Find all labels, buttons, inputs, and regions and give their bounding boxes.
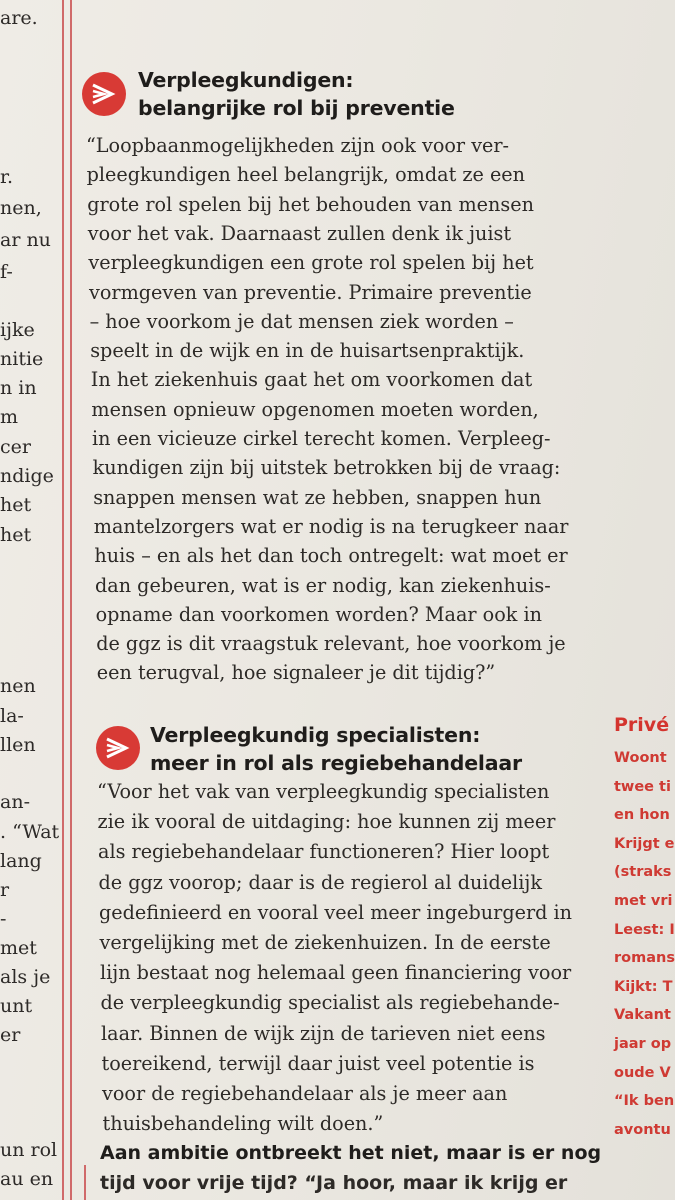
section2-body-line: “Voor het vak van verpleegkundig specialisten	[97, 780, 550, 803]
section1-body-line: voor het vak. Daarnaast zullen denk ik juist	[87, 221, 512, 245]
left-fragment-line: nen,	[0, 197, 42, 219]
section2-heading-line2: meer in rol als regiebehandelaar	[150, 751, 522, 775]
section1-body-line: vormgeven van preventie. Primaire preventie	[89, 280, 532, 304]
left-fragment-line: nen	[0, 675, 36, 697]
left-fragment-line: un rol	[0, 1139, 58, 1161]
left-fragment-line: an-	[0, 791, 30, 813]
section1-body-line: speelt in de wijk en in de huisartsenpraktijk.	[90, 339, 525, 363]
section1-body-line: mensen opnieuw opgenomen moeten worden,	[91, 397, 539, 421]
left-fragment-line: ndige	[0, 465, 54, 487]
column-rule	[84, 1165, 86, 1200]
left-fragment-line: r.	[0, 166, 14, 188]
section2-body-line: de verpleegkundig specialist als regiebehande-	[100, 991, 560, 1015]
section1-body-line: In het ziekenhuis gaat het om voorkomen dat	[90, 368, 533, 392]
left-fragment-line: met	[0, 937, 37, 959]
bottom-cut-line: tijd voor vrije tijd? “Ja hoor, maar ik krijg er	[100, 1172, 568, 1194]
sidebar-title: Privé	[614, 714, 670, 736]
sidebar-line: avontu	[614, 1121, 671, 1138]
sidebar-line: Kijkt: T	[614, 978, 673, 995]
section2-body-line: de ggz voorop; daar is de regierol al duidelijk	[98, 870, 542, 894]
left-fragment-line: nitie	[0, 348, 44, 370]
prive-sidebar	[605, 714, 675, 1154]
section2-heading-line1: Verpleegkundig specialisten:	[150, 723, 481, 747]
left-fragment-line: cer	[0, 436, 31, 458]
double-chevron-right-icon	[96, 726, 140, 770]
sidebar-line: met vri	[614, 893, 673, 909]
section2-body-line: thuisbehandeling wilt doen.”	[102, 1112, 384, 1136]
section2-body-line: toereikend, terwijl daar juist veel potentie is	[101, 1051, 535, 1075]
sidebar-line: Krijgt e	[614, 835, 675, 852]
section1-body-line: grote rol spelen bij het behouden van mensen	[87, 192, 534, 216]
section2-body-line: laar. Binnen de wijk zijn de tarieven niet eens	[101, 1021, 546, 1045]
sidebar-line: “Ik ben	[614, 1093, 675, 1110]
left-fragment-line: au en	[0, 1168, 54, 1190]
left-fragment-line: het	[0, 494, 32, 516]
left-fragment-line: are.	[0, 7, 38, 29]
double-chevron-right-icon	[82, 72, 126, 116]
left-fragment-line: . “Wat	[0, 821, 60, 843]
sidebar-line: jaar op	[614, 1036, 672, 1052]
section1-body-line: huis – en als het dan toch ontregelt: wat moet er	[94, 544, 568, 568]
left-fragment-line: als je	[0, 966, 51, 988]
sidebar-line: Vakant	[614, 1007, 671, 1024]
left-fragment-line: la-	[0, 705, 24, 727]
section2-body-line: vergelijking met de ziekenhuizen. In de eerste	[99, 931, 551, 954]
sidebar-line: romans	[614, 950, 675, 967]
section2-body-line: zie ik vooral de uitdaging: hoe kunnen zij meer	[97, 810, 556, 834]
left-fragment-line: er	[0, 1024, 21, 1046]
left-fragment-line: ijke	[0, 319, 35, 341]
section2-body-line: gedefinieerd en vooral veel meer ingeburgerd in	[99, 900, 573, 924]
section2-body-line: voor de regiebehandelaar als je meer aan	[102, 1082, 508, 1105]
section1-body-line: pleegkundigen heel belangrijk, omdat ze een	[86, 163, 526, 187]
column-rule	[70, 0, 72, 1200]
left-fragment-line: f-	[0, 261, 13, 283]
left-fragment-line: ar nu	[0, 229, 51, 251]
section2-body-line: lijn bestaat nog helemaal geen financiering voor	[100, 961, 572, 985]
section1-body-line: dan gebeuren, wat is er nodig, kan ziekenhuis-	[95, 573, 551, 597]
column-rule	[62, 0, 64, 1200]
left-fragment-line: r	[0, 879, 10, 901]
section1-body-line: in een vicieuze cirkel terecht komen. Verpleeg-	[92, 427, 551, 450]
section1-body-line: “Loopbaanmogelijkheden zijn ook voor ver-	[86, 134, 510, 157]
left-fragment-line: unt	[0, 995, 33, 1017]
section1-body-line: verpleegkundigen een grote rol spelen bij het	[88, 251, 534, 275]
section1-heading-line1: Verpleegkundigen:	[138, 68, 354, 92]
left-fragment-line: het	[0, 524, 32, 546]
section2-body-line: als regiebehandelaar functioneren? Hier loopt	[98, 840, 550, 864]
section1-body-line: de ggz is dit vraagstuk relevant, hoe voorkom je	[96, 632, 566, 656]
sidebar-line: twee ti	[614, 778, 671, 795]
sidebar-line: Leest: I	[614, 921, 675, 938]
section1-body-line: opname dan voorkomen worden? Maar ook in	[95, 602, 543, 626]
left-fragment-line: -	[0, 908, 7, 930]
section1-body-line: mantelzorgers wat er nodig is na terugkeer naar	[93, 514, 569, 538]
section1-heading-line2: belangrijke rol bij preventie	[138, 96, 455, 120]
sidebar-line: (straks	[614, 864, 672, 881]
section1-body-line: een terugval, hoe signaleer je dit tijdig?”	[96, 661, 496, 685]
sidebar-line: Woont	[614, 750, 667, 766]
left-column-fragments	[0, 0, 62, 1200]
left-fragment-line: m	[0, 406, 19, 428]
section1-body-line: snappen mensen wat ze hebben, snappen hun	[93, 485, 542, 509]
left-fragment-line: llen	[0, 734, 36, 756]
left-fragment-line: n in	[0, 377, 37, 399]
sidebar-line: oude V	[614, 1064, 671, 1081]
sidebar-line: en hon	[614, 807, 670, 824]
section1-body-line: kundigen zijn bij uitstek betrokken bij de vraag:	[92, 456, 561, 480]
bottom-heading: Aan ambitie ontbreekt het niet, maar is er nog	[100, 1142, 602, 1164]
left-fragment-line: lang	[0, 850, 42, 872]
section1-body-line: – hoe voorkom je dat mensen ziek worden –	[89, 309, 514, 333]
